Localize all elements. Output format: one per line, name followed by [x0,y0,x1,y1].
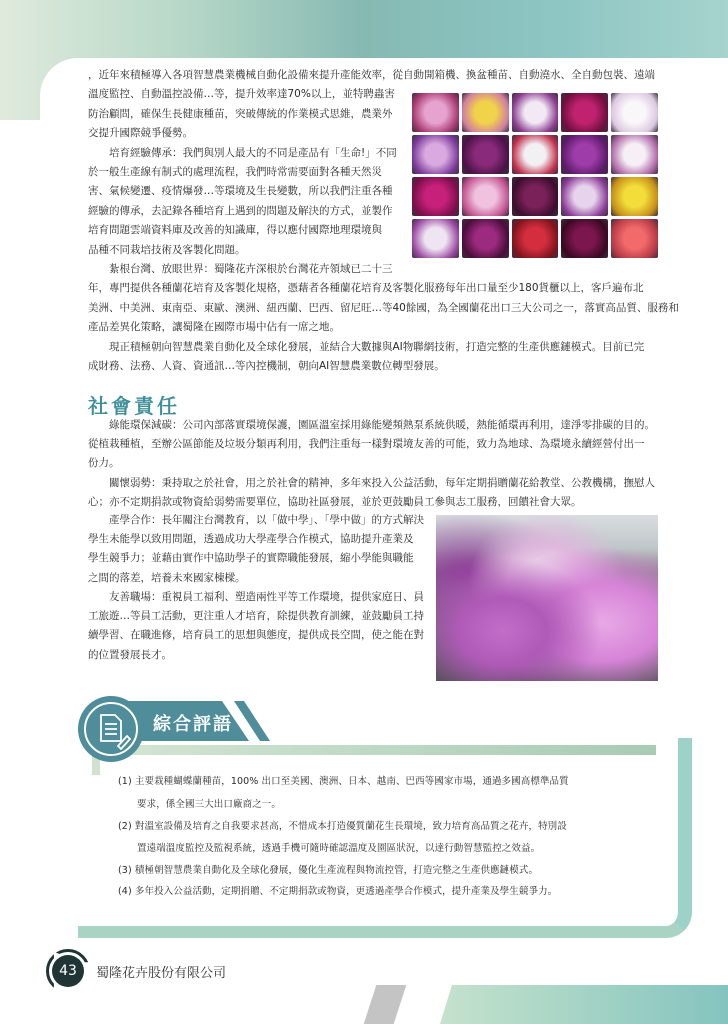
summary-item: (3) 積極朝智慧農業自動化及全球化發展，優化生產流程與物流控管，打造完整之生產供應鏈模式。 [118,865,539,876]
body-line: 現正積極朝向智慧農業自動化及全球化發展，並結合大數據與AI物聯網技術，打造完整的生產供應鏈模式。目前已完 [109,340,645,353]
body-line: 關懷弱勢：秉持取之於社會，用之於社會的精神，多年來投入公益活動，每年定期捐贈蘭花給教堂、公教機構，撫慰人 [109,477,655,489]
orchid-photo [512,93,559,132]
orchid-photo [412,93,459,132]
body-line: 害、氣候變遷、疫情爆發…等環境及生長變數，所以我們注重各種 [88,185,393,198]
body-line: 的位置發展長才。 [88,649,172,661]
body-line: 友善職場：重視員工福利、塑造兩性平等工作環境，提供家庭日、員 [109,591,424,603]
orchid-photo [412,219,459,258]
summary-item: (4) 多年投入公益活動，定期捐贈、不定期捐款或物資，更透過產學合作模式，提升產業及學生競爭力。 [118,886,558,897]
summary-item: (2) 對溫室設備及培育之自我要求甚高，不惜成本打造優質蘭花生長環境，致力培育高品質之花卉，特別設 [118,821,567,832]
orchid-photo [462,177,509,216]
orchid-photo [512,177,559,216]
body-line: 交提升國際競爭優勢。 [88,127,193,140]
orchid-photo [512,219,559,258]
orchid-photo [561,135,608,174]
section-title: 社會責任 [88,394,180,418]
orchid-photo [611,219,658,258]
body-line: ，近年來積極導入各項智慧農業機械自動化設備來提升產能效率，從自動開箱機、換盆種苗、自動澆水、全自動包裝、遠端 [88,69,655,81]
footer-gradient-band [440,985,728,1024]
page-number: 43 [52,955,84,987]
body-line: 美洲、中美洲、東南亞、東歐、澳洲、紐西蘭、巴西、留尼旺…等40餘國，為全國蘭花出口三大公司之一，落實高品質、服務和 [88,301,679,314]
body-line: 從植栽種植，至辦公區節能及垃圾分類再利用，我們注重每一樣對環境友善的可能，致力為地球、為環境永續經營付出一 [88,438,645,450]
body-line: 年，專門提供各種蘭花培育及客製化規格，憑藉者各種蘭花培育及客製化服務每年出口量至少180貨櫃以上，客戶遍布北 [88,282,644,295]
orchid-photo [561,219,608,258]
body-line: 綠能環保減碳：公司內部落實環境保護，園區溫室採用綠能變頻熱泵系統供暖，熱能循環再利用，達淨零排碳的目的。 [109,419,655,431]
body-line: 紮根台灣、放眼世界：蜀隆花卉深根於台灣花卉領域已二十三 [109,263,393,275]
body-line: 份力。 [88,457,120,469]
orchid-photo [412,135,459,174]
body-line: 續學習、在職進修，培育員工的思想與態度，提供成長空間，使之能在對 [88,629,424,641]
orchid-photo [561,93,608,132]
orchid-photo [462,93,509,132]
body-line: 防治顧問，確保生長健康種苗，突破傳統的作業模式思維，農業外 [88,107,393,120]
body-line: 溫度監控、自動溫控設備…等，提升效率達70%以上，並特聘蟲害 [88,88,395,101]
orchid-photo [512,135,559,174]
orchid-photo [462,135,509,174]
summary-item: 要求，係全國三大出口廠商之一。 [137,799,282,810]
summary-item: (1) 主要栽種蝴蝶蘭種苗，100% 出口至美國、澳洲、日本、越南、巴西等國家市場，通過多國高標準品質 [118,776,569,787]
body-line: 於一般生產線有制式的處理流程，我們時常需要面對各種天然災 [88,166,382,178]
body-line: 經驗的傳承，去記錄各種培育上遇到的問題及解決的方式，並製作 [88,204,393,217]
body-line: 工旅遊…等員工活動，更注重人才培育，除提供教育訓練，並鼓勵員工持 [88,610,424,622]
orchid-photo [611,93,658,132]
summary-title: 綜合評語 [153,714,233,735]
summary-box [78,738,692,938]
body-line: 品種不同栽培技術及客製化問題。 [88,243,246,256]
orchid-photo [611,135,658,174]
orchid-photo-grid [412,93,658,258]
body-line: 心；亦不定期捐款或物資給弱勢需要單位，協助社區發展，並於更鼓勵員工參與志工服務，回饋社會大眾。 [88,496,582,508]
body-line: 之間的落差，培養未來國家棟樑。 [88,572,246,584]
orchid-photo [412,177,459,216]
body-line: 學生未能學以致用問題，透過成功大學產學合作模式，協助提升產業及 [88,533,414,545]
body-line: 產學合作：長年關注台灣教育，以「做中學」、「學中做」的方式解決 [109,514,424,526]
company-name: 蜀隆花卉股份有限公司 [96,966,227,981]
body-line: 學生競爭力；並藉由實作中協助學子的實際職能發展，縮小學能與職能 [88,552,414,564]
body-line: 成財務、法務、人資、資通訊…等內控機制，朝向AI智慧農業數位轉型發展。 [88,360,445,372]
greenhouse-photo [436,515,658,681]
body-line: 培育問題雲端資料庫及改善的知識庫，得以應付國際地理環境與 [88,224,382,237]
summary-item: 置遠端溫度監控及監視系統，透過手機可隨時確認溫度及園區狀況，以達行動智慧監控之效益。 [137,843,541,854]
orchid-photo [462,219,509,258]
body-line: 產品差異化策略，讓蜀隆在國際市場中佔有一席之地。 [88,321,340,334]
orchid-photo [611,177,658,216]
body-line: 培育經驗傳承：我們與別人最大的不同是產品有「生命!」不同 [109,146,397,159]
orchid-photo [561,177,608,216]
